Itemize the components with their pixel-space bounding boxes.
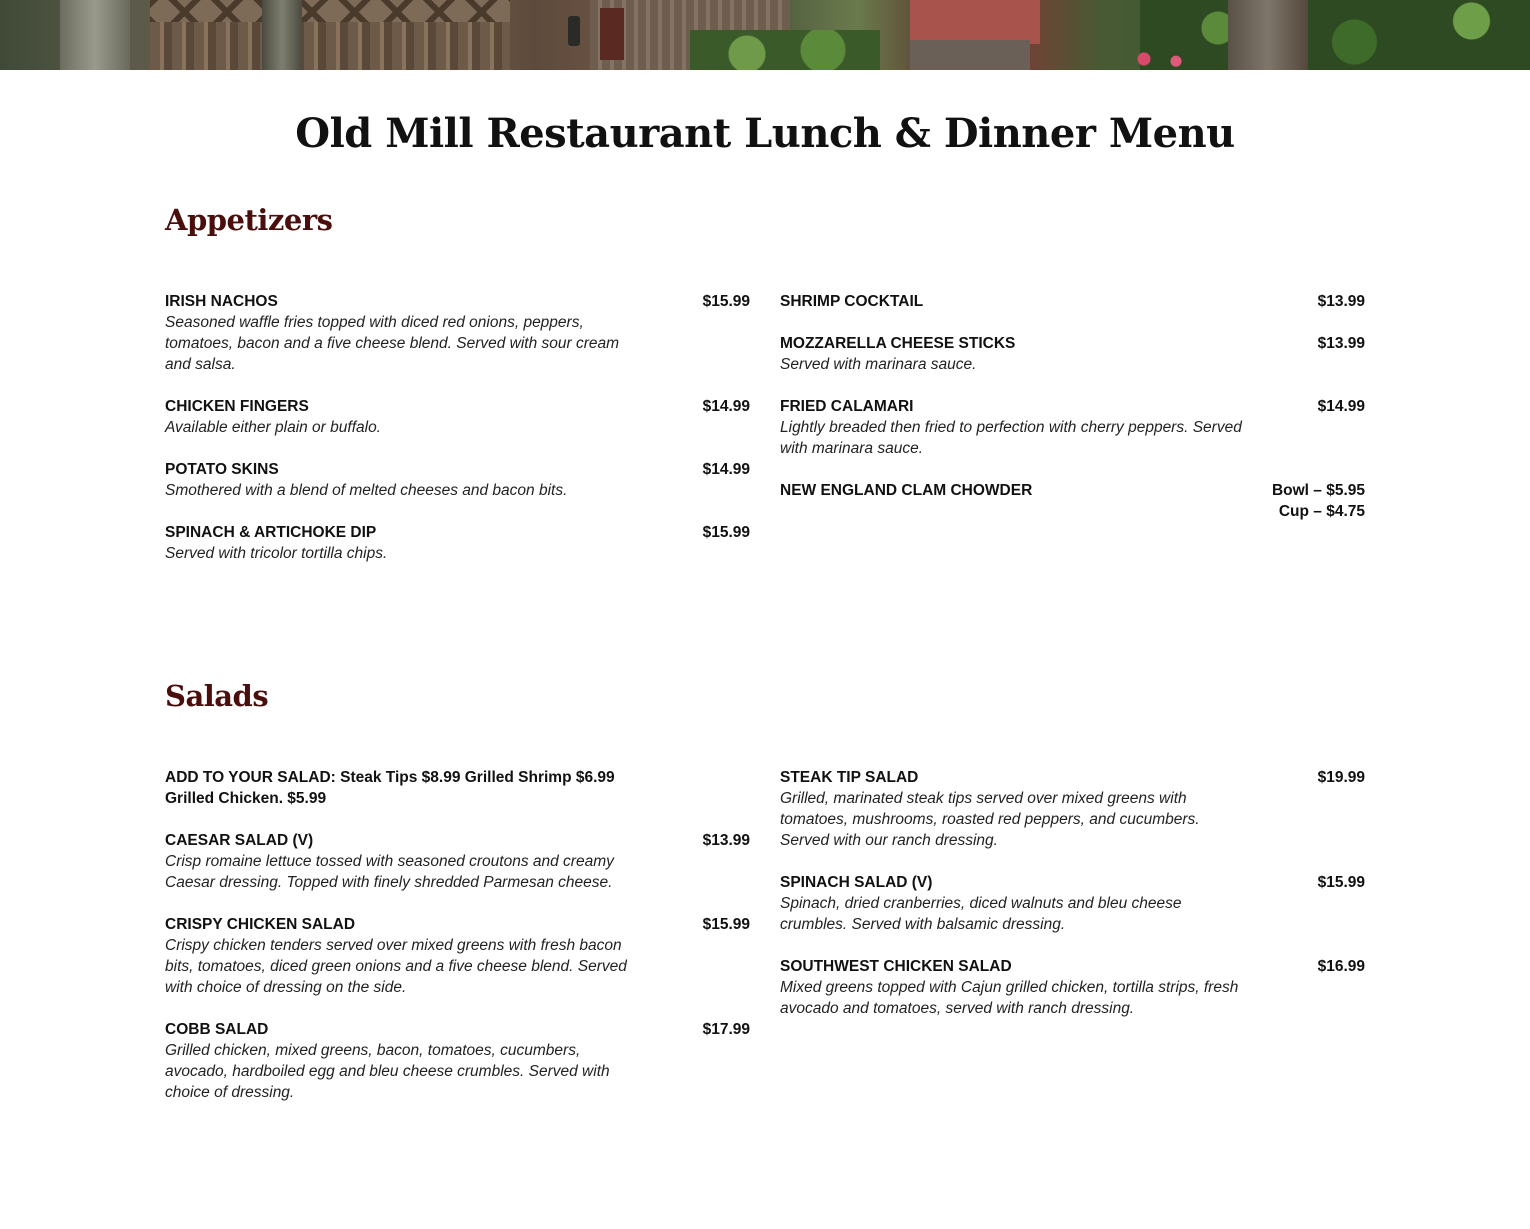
menu-item-price <box>1318 291 1365 312</box>
menu-item-description: Served with tricolor tortilla chips. <box>165 545 388 562</box>
menu-item-description: Spinach, dried cranberries, diced walnuts and bleu cheese crumbles. Served with balsamic dressing. <box>780 895 1182 933</box>
menu-item <box>165 1019 750 1103</box>
section-heading-salads: Salads <box>165 679 269 713</box>
menu-item <box>165 914 750 998</box>
menu-item-price-line: $13.99 <box>1317 335 1365 352</box>
appetizers-right-column <box>780 291 1365 543</box>
salads-left-column <box>165 767 750 1124</box>
menu-item-header <box>165 396 750 417</box>
menu-item-name: SPINACH SALAD (V) <box>780 874 933 891</box>
covered-bridge-shape <box>150 22 510 70</box>
menu-item-price <box>1272 480 1365 522</box>
menu-item <box>165 291 750 375</box>
menu-item-price-line: $17.99 <box>702 1021 750 1038</box>
menu-item-header <box>780 333 1365 354</box>
menu-item-name: NEW ENGLAND CLAM CHOWDER <box>780 482 1033 499</box>
menu-item <box>780 767 1365 851</box>
menu-item-description: Grilled, marinated steak tips served over mixed greens with tomatoes, mushrooms, roasted red peppers, and cucumbers. Served with our ranch dressing. <box>780 790 1200 849</box>
menu-item-description: Served with marinara sauce. <box>780 356 977 373</box>
page-title: Old Mill Restaurant Lunch & Dinner Menu <box>295 110 1235 157</box>
red-roof-shape <box>910 0 1040 44</box>
menu-item-header <box>780 956 1365 977</box>
menu-item-price <box>703 291 750 312</box>
menu-item-header <box>780 396 1365 417</box>
menu-item-name: MOZZARELLA CHEESE STICKS <box>780 335 1016 352</box>
menu-item-price-line: $15.99 <box>702 293 750 310</box>
tree-trunk-shape <box>1228 0 1308 70</box>
menu-item-price-line: $14.99 <box>702 461 750 478</box>
menu-item-name: CAESAR SALAD (V) <box>165 832 314 849</box>
menu-item-price-line: $15.99 <box>702 524 750 541</box>
menu-item-name: ADD TO YOUR SALAD: Steak Tips $8.99 Grilled Shrimp $6.99 Grilled Chicken. $5.99 <box>165 769 615 807</box>
menu-item-name: SHRIMP COCKTAIL <box>780 293 924 310</box>
lamp-post-shape <box>568 16 580 46</box>
menu-item <box>165 459 750 501</box>
menu-item-name: FRIED CALAMARI <box>780 398 914 415</box>
menu-item-price <box>703 396 750 417</box>
menu-item-header <box>165 914 750 935</box>
tree-trunk-shape <box>262 0 302 70</box>
covered-bridge-truss-shape <box>150 0 510 24</box>
menu-item-price-line: $13.99 <box>702 832 750 849</box>
menu-item-header <box>165 830 750 851</box>
menu-item-price <box>703 914 750 935</box>
menu-item-description: Lightly breaded then fried to perfection with cherry peppers. Served with marinara sauce. <box>780 419 1242 457</box>
menu-item-description: Mixed greens topped with Cajun grilled chicken, tortilla strips, fresh avocado and tomatoes, served with ranch dressing. <box>780 979 1239 1017</box>
menu-item-name: STEAK TIP SALAD <box>780 769 919 786</box>
red-door-shape <box>600 8 624 60</box>
appetizers-left-column <box>165 291 750 585</box>
menu-item-header <box>780 291 1365 312</box>
menu-item-price <box>1318 396 1365 417</box>
menu-item-name: IRISH NACHOS <box>165 293 278 310</box>
menu-item-header <box>780 767 1365 788</box>
hero-banner-photo <box>0 0 1530 70</box>
menu-item-name: POTATO SKINS <box>165 461 279 478</box>
menu-item-price <box>1318 956 1365 977</box>
menu-item-description: Grilled chicken, mixed greens, bacon, tomatoes, cucumbers, avocado, hardboiled egg and bleu cheese crumbles. Served with choice of dressing. <box>165 1042 610 1101</box>
menu-item <box>165 767 750 809</box>
menu-item-price-line: Cup – $4.75 <box>1278 503 1365 520</box>
menu-item <box>165 830 750 893</box>
menu-item-description: Available either plain or buffalo. <box>165 419 381 436</box>
menu-item-header <box>165 522 750 543</box>
menu-item-header <box>165 767 750 809</box>
menu-item <box>780 480 1365 522</box>
menu-item-price <box>1318 333 1365 354</box>
menu-item-name: CHICKEN FINGERS <box>165 398 309 415</box>
menu-item <box>780 956 1365 1019</box>
section-heading-appetizers: Appetizers <box>165 203 333 237</box>
menu-item <box>780 291 1365 312</box>
menu-item-price <box>1318 767 1365 788</box>
shed-shape <box>910 40 1030 70</box>
menu-item-header <box>165 1019 750 1040</box>
menu-item <box>780 872 1365 935</box>
menu-item <box>780 396 1365 459</box>
menu-item <box>165 396 750 438</box>
menu-item-price-line: $16.99 <box>1317 958 1365 975</box>
menu-item-price <box>703 459 750 480</box>
menu-item-price-line: $15.99 <box>702 916 750 933</box>
menu-item-name: SOUTHWEST CHICKEN SALAD <box>780 958 1012 975</box>
flowers-shape <box>1120 48 1200 70</box>
menu-item-price <box>703 522 750 543</box>
menu-item-price-line: $19.99 <box>1317 769 1365 786</box>
menu-item-description: Smothered with a blend of melted cheeses and bacon bits. <box>165 482 568 499</box>
menu-item <box>780 333 1365 375</box>
menu-item-header <box>780 480 1365 522</box>
menu-item-price-line: Bowl – $5.95 <box>1271 482 1365 499</box>
menu-item-header <box>165 459 750 480</box>
menu-item <box>165 522 750 564</box>
menu-item-price-line: $14.99 <box>1317 398 1365 415</box>
menu-item-header <box>165 291 750 312</box>
menu-item-price-line: $13.99 <box>1317 293 1365 310</box>
menu-item-name: COBB SALAD <box>165 1021 269 1038</box>
menu-item-price <box>703 1019 750 1040</box>
menu-item-price <box>703 830 750 851</box>
menu-item-description: Crisp romaine lettuce tossed with seasoned croutons and creamy Caesar dressing. Topped with finely shredded Parmesan cheese. <box>165 853 614 891</box>
tree-trunk-shape <box>60 0 130 70</box>
menu-item-header <box>780 872 1365 893</box>
shrubs-shape <box>690 30 880 70</box>
menu-item-description: Crispy chicken tenders served over mixed greens with fresh bacon bits, tomatoes, diced green onions and a five cheese blend. Served with choice of dressing on the side. <box>165 937 627 996</box>
menu-item-price-line: $14.99 <box>702 398 750 415</box>
menu-item-price <box>1318 872 1365 893</box>
menu-item-name: SPINACH & ARTICHOKE DIP <box>165 524 377 541</box>
menu-item-description: Seasoned waffle fries topped with diced red onions, peppers, tomatoes, bacon and a five cheese blend. Served with sour cream and salsa. <box>165 314 620 373</box>
menu-item-name: CRISPY CHICKEN SALAD <box>165 916 356 933</box>
salads-right-column <box>780 767 1365 1040</box>
menu-item-price-line: $15.99 <box>1317 874 1365 891</box>
